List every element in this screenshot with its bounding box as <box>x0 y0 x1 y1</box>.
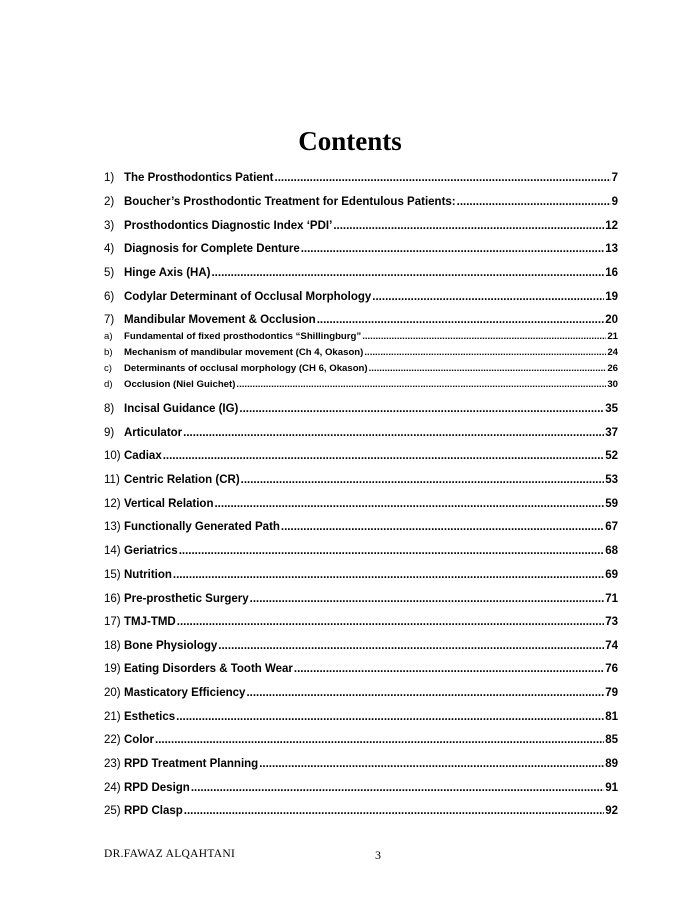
toc-dot-leader <box>317 312 605 328</box>
toc-entry-number: 14) <box>104 545 121 557</box>
toc-dot-leader <box>177 614 604 630</box>
toc-subentry[interactable] <box>104 330 618 344</box>
toc-entry-number: 15) <box>104 569 121 581</box>
toc-entry[interactable] <box>104 661 618 677</box>
toc-entry-number: 23) <box>104 758 121 770</box>
toc-entry[interactable] <box>104 425 618 441</box>
toc-dot-leader <box>236 378 606 392</box>
toc-dot-leader <box>173 567 604 583</box>
toc-entry[interactable] <box>104 472 618 488</box>
toc-entry-page-number: 30 <box>607 379 618 390</box>
toc-entry-page-number: 73 <box>605 616 618 628</box>
toc-subentry[interactable] <box>104 378 618 392</box>
toc-dot-leader <box>364 346 606 360</box>
toc-entry-label: Occlusion (Niel Guichet) <box>124 379 236 390</box>
toc-dot-leader <box>301 241 604 257</box>
toc-entry-number: 18) <box>104 640 121 652</box>
toc-entry-label: Centric Relation (CR) <box>124 474 240 486</box>
toc-entry-page-number: 7 <box>611 172 618 184</box>
toc-entry-label: RPD Clasp <box>124 805 183 817</box>
toc-dot-leader <box>239 401 604 417</box>
toc-entry-page-number: 35 <box>605 403 618 415</box>
toc-entry-page-number: 13 <box>605 243 618 255</box>
toc-entry-number: 12) <box>104 498 121 510</box>
footer-page-number: 3 <box>375 848 381 862</box>
toc-entry-label: Geriatrics <box>124 545 178 557</box>
toc-dot-leader <box>176 709 604 725</box>
toc-entry[interactable] <box>104 614 618 630</box>
toc-dot-leader <box>369 362 607 376</box>
toc-entry[interactable] <box>104 543 618 559</box>
toc-entry-label: Bone Physiology <box>124 640 218 652</box>
toc-entry-number: 10) <box>104 450 121 462</box>
toc-entry-label: Pre-prosthetic Surgery <box>124 593 249 605</box>
toc-entry[interactable] <box>104 289 618 305</box>
toc-entry-number: 24) <box>104 782 121 794</box>
toc-entry-label: Cadiax <box>124 450 162 462</box>
toc-entry[interactable] <box>104 591 618 607</box>
toc-entry-number: 19) <box>104 663 121 675</box>
toc-dot-leader <box>241 472 605 488</box>
toc-entry-number: 21) <box>104 711 121 723</box>
toc-dot-leader <box>294 661 604 677</box>
toc-dot-leader <box>333 218 604 234</box>
toc-dot-leader <box>183 425 604 441</box>
toc-dot-leader <box>362 330 606 344</box>
toc-entry-page-number: 9 <box>611 196 618 208</box>
toc-entry[interactable] <box>104 241 618 257</box>
toc-entry-label: Mechanism of mandibular movement (Ch 4, Okason) <box>124 347 364 358</box>
toc-entry-label: Boucher’s Prosthodontic Treatment for Edentulous Patients: <box>124 196 456 208</box>
toc-entry-number: 7) <box>104 314 115 326</box>
toc-dot-leader <box>259 756 604 772</box>
toc-entry-page-number: 16 <box>605 267 618 279</box>
toc-dot-leader <box>281 519 604 535</box>
toc-entry-label: Fundamental of fixed prosthodontics “Shillingburg” <box>124 331 362 342</box>
toc-entry-label: RPD Treatment Planning <box>124 758 259 770</box>
toc-entry-page-number: 67 <box>605 521 618 533</box>
toc-entry-label: Color <box>124 734 155 746</box>
toc-entry[interactable] <box>104 170 618 186</box>
toc-entry-page-number: 20 <box>605 314 618 326</box>
toc-entry-label: RPD Design <box>124 782 190 794</box>
toc-entry-page-number: 71 <box>605 593 618 605</box>
toc-entry[interactable] <box>104 496 618 512</box>
toc-entry-number: 4) <box>104 243 115 255</box>
toc-entry-number: 17) <box>104 616 121 628</box>
toc-dot-leader <box>163 448 604 464</box>
toc-dot-leader <box>457 194 611 210</box>
toc-entry-number: 25) <box>104 805 121 817</box>
toc-entry-label: Vertical Relation <box>124 498 214 510</box>
toc-entry-label: Eating Disorders & Tooth Wear <box>124 663 293 675</box>
toc-entry-number: 3) <box>104 220 115 232</box>
toc-entry-number: 20) <box>104 687 121 699</box>
toc-dot-leader <box>214 496 604 512</box>
toc-entry-label: Hinge Axis (HA) <box>124 267 211 279</box>
toc-entry-label: Functionally Generated Path <box>124 521 280 533</box>
toc-entry-page-number: 74 <box>605 640 618 652</box>
toc-entry-number: 13) <box>104 521 121 533</box>
toc-entry-label: Mandibular Movement & Occlusion <box>124 314 316 326</box>
toc-entry[interactable] <box>104 448 618 464</box>
toc-entry-page-number: 79 <box>605 687 618 699</box>
toc-entry-number: 9) <box>104 427 115 439</box>
toc-entry[interactable] <box>104 780 618 796</box>
toc-entry-label: Determinants of occlusal morphology (CH 6, Okason) <box>124 363 368 374</box>
toc-entry-page-number: 53 <box>605 474 618 486</box>
toc-entry[interactable] <box>104 567 618 583</box>
toc-entry[interactable] <box>104 265 618 281</box>
toc-entry-number: 6) <box>104 291 115 303</box>
toc-entry-page-number: 91 <box>605 782 618 794</box>
toc-entry-label: Nutrition <box>124 569 172 581</box>
toc-entry-label: Masticatory Efficiency <box>124 687 246 699</box>
toc-dot-leader <box>246 685 604 701</box>
toc-entry-label: Diagnosis for Complete Denture <box>124 243 300 255</box>
toc-entry-page-number: 69 <box>605 569 618 581</box>
toc-entry[interactable] <box>104 401 618 417</box>
toc-entry-number: 1) <box>104 172 115 184</box>
toc-entry-label: Esthetics <box>124 711 176 723</box>
toc-entry-page-number: 89 <box>605 758 618 770</box>
toc-entry-page-number: 92 <box>605 805 618 817</box>
toc-entry-number: 2) <box>104 196 115 208</box>
toc-entry-page-number: 85 <box>605 734 618 746</box>
toc-entry-number: a) <box>104 331 113 342</box>
toc-entry-number: c) <box>104 363 112 374</box>
toc-entry[interactable] <box>104 709 618 725</box>
toc-dot-leader <box>211 265 604 281</box>
toc-entry[interactable] <box>104 194 618 210</box>
toc-entry-page-number: 12 <box>605 220 618 232</box>
toc-entry-number: b) <box>104 347 113 358</box>
toc-entry-page-number: 81 <box>605 711 618 723</box>
toc-entry-page-number: 24 <box>607 347 618 358</box>
toc-entry-label: Prosthodontics Diagnostic Index ‘PDI’ <box>124 220 333 232</box>
toc-entry[interactable] <box>104 312 618 328</box>
toc-dot-leader <box>179 543 605 559</box>
page-title: Contents <box>298 126 402 156</box>
toc-entry[interactable] <box>104 756 618 772</box>
toc-entry[interactable] <box>104 685 618 701</box>
toc-entry-label: TMJ-TMD <box>124 616 176 628</box>
toc-entry-number: 5) <box>104 267 115 279</box>
toc-subentry[interactable] <box>104 346 618 360</box>
toc-entry-number: 8) <box>104 403 115 415</box>
toc-entry-number: d) <box>104 379 113 390</box>
toc-entry-page-number: 76 <box>605 663 618 675</box>
toc-entry-page-number: 19 <box>605 291 618 303</box>
toc-entry[interactable] <box>104 803 618 819</box>
toc-dot-leader <box>372 289 604 305</box>
toc-entry-page-number: 68 <box>605 545 618 557</box>
toc-entry-label: Codylar Determinant of Occlusal Morphology <box>124 291 372 303</box>
toc-entry[interactable] <box>104 218 618 234</box>
toc-dot-leader <box>218 638 604 654</box>
toc-entry-number: 11) <box>104 474 120 486</box>
toc-entry-page-number: 37 <box>605 427 618 439</box>
toc-entry-number: 22) <box>104 734 121 746</box>
toc-entry-page-number: 52 <box>605 450 618 462</box>
toc-subentry[interactable] <box>104 362 618 376</box>
toc-entry-label: The Prosthodontics Patient <box>124 172 274 184</box>
toc-entry[interactable] <box>104 519 618 535</box>
toc-entry-label: Incisal Guidance (IG) <box>124 403 239 415</box>
footer-author: DR.FAWAZ ALQAHTANI <box>104 848 236 860</box>
toc-entry[interactable] <box>104 638 618 654</box>
toc-entry-label: Articulator <box>124 427 183 439</box>
toc-dot-leader <box>184 803 604 819</box>
toc-entry-page-number: 26 <box>607 363 618 374</box>
toc-dot-leader <box>275 170 611 186</box>
toc-entry-page-number: 21 <box>607 331 618 342</box>
toc-entry[interactable] <box>104 732 618 748</box>
toc-dot-leader <box>250 591 605 607</box>
toc-entry-page-number: 59 <box>605 498 618 510</box>
toc-dot-leader <box>191 780 604 796</box>
toc-dot-leader <box>155 732 604 748</box>
toc-entry-number: 16) <box>104 593 121 605</box>
